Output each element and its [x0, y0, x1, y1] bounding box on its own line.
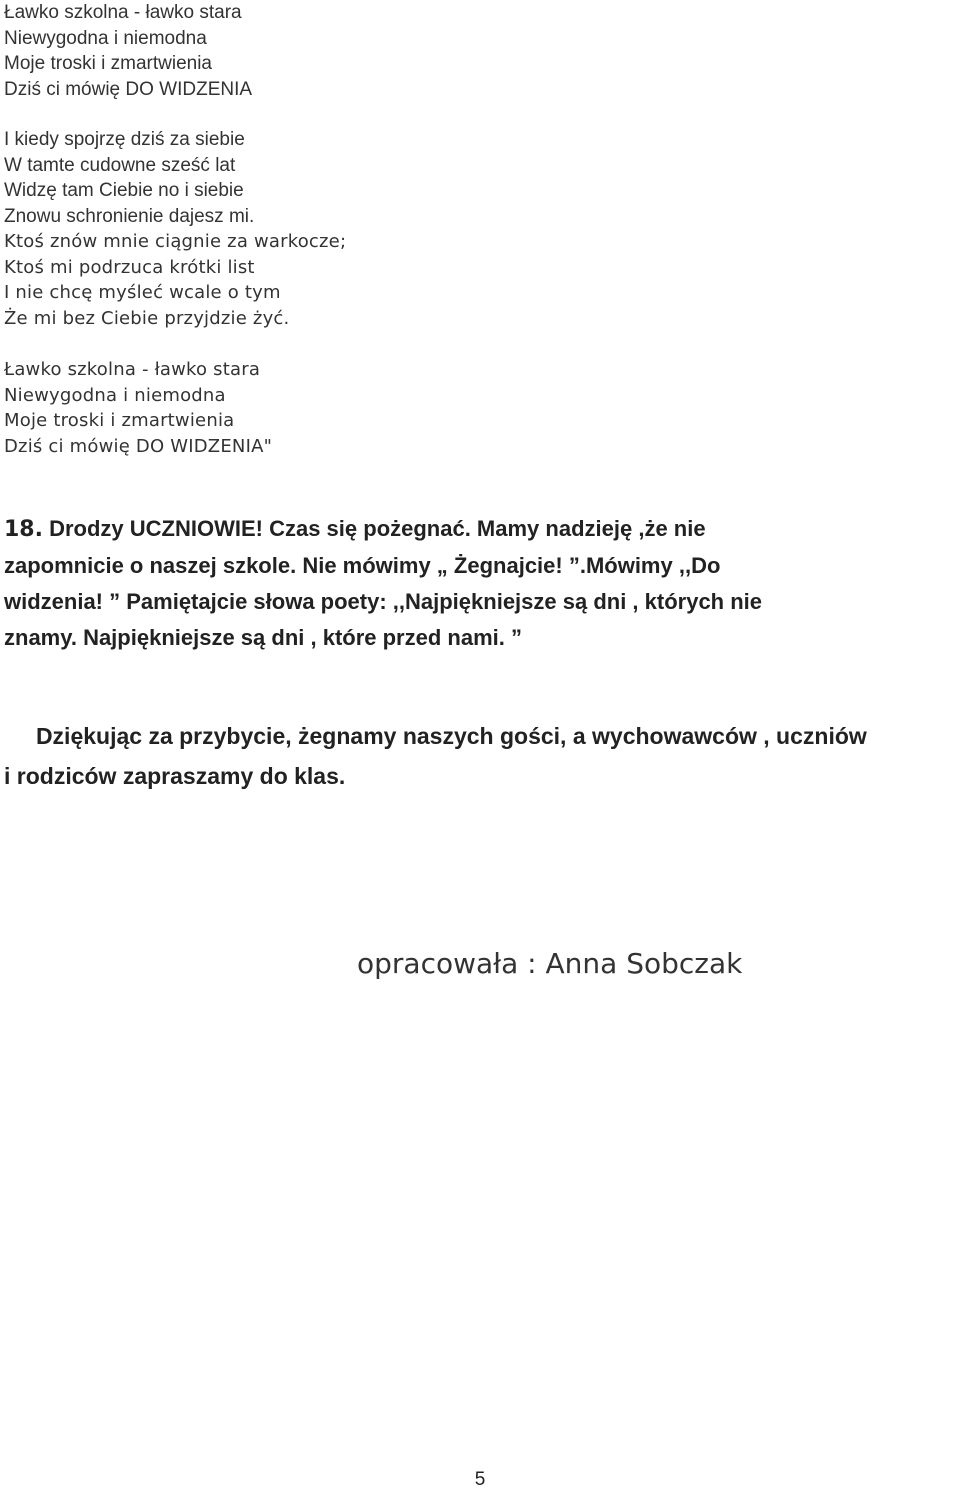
refrain-first — [4, 0, 252, 102]
refrain-line: Dziś ci mówię DO WIDZENIA — [4, 78, 253, 100]
message-line: zapomnicie o naszej szkole. Nie mówimy „ Żegnajcie! ”.Mówimy ,,Do — [4, 553, 721, 578]
message-line — [4, 511, 762, 548]
refrain-line: Niewygodna i niemodna — [4, 384, 226, 406]
refrain-line: Dziś ci mówię DO WIDZENIA" — [4, 435, 273, 457]
item-number: 18. — [4, 517, 43, 542]
message-line: znamy. Najpiękniejsze są dni , które przed nami. ” — [4, 625, 522, 650]
refrain-second — [4, 357, 272, 459]
page-number: 5 — [474, 1469, 486, 1490]
refrain-line: Ławko szkolna - ławko stara — [4, 359, 261, 380]
stanza-line: I kiedy spojrzę dziś za siebie — [4, 129, 245, 150]
stanza-line: Ktoś mi podrzuca krótki list — [4, 256, 255, 278]
stanza-line: Widzę tam Ciebie no i siebie — [4, 180, 244, 201]
stanza-line: Że mi bez Ciebie przyjdzie żyć. — [4, 307, 290, 329]
refrain-line: Moje troski i zmartwienia — [4, 410, 235, 431]
stanza-one — [4, 127, 254, 229]
stanza-line: W tamte cudowne sześć lat — [4, 154, 236, 176]
stanza-line: Ktoś znów mnie ciągnie za warkocze; — [4, 231, 347, 252]
refrain-line: Ławko szkolna - ławko stara — [4, 2, 242, 23]
farewell-message — [4, 511, 762, 656]
refrain-line: Moje troski i zmartwienia — [4, 53, 212, 74]
refrain-line: Niewygodna i niemodna — [4, 27, 207, 49]
closing-line: Dziękując za przybycie, żegnamy naszych gości, a wychowawców , uczniów — [4, 723, 867, 749]
author-signature: opracowała : Anna Sobczak — [357, 947, 743, 980]
stanza-line: I nie chcę myśleć wcale o tym — [4, 282, 281, 303]
stanza-line: Znowu schronienie dajesz mi. — [4, 205, 255, 227]
closing-line: i rodziców zapraszamy do klas. — [4, 763, 346, 789]
message-line: widzenia! ” Pamiętajcie słowa poety: ,,Najpiękniejsze są dni , których nie — [4, 589, 763, 614]
message-text: Drodzy UCZNIOWIE! Czas się pożegnać. Mamy nadzieję ,że nie — [42, 516, 706, 541]
stanza-two — [4, 229, 346, 331]
closing-paragraph — [4, 716, 867, 796]
